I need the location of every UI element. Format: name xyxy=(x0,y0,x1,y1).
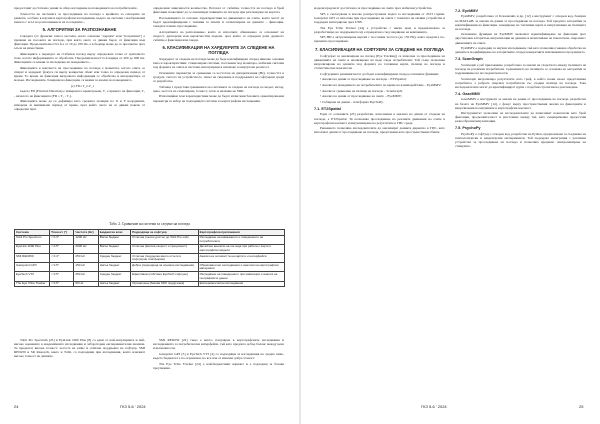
table-cell: Висок бюджет xyxy=(98,235,130,244)
table-cell: < 0.3° xyxy=(50,235,74,244)
subsection-heading: 7.3. ScanGraph xyxy=(455,56,483,61)
left-page-column-2 xyxy=(153,6,284,220)
subsection-heading: 7.4. GazeMMV xyxy=(455,91,481,96)
paragraph: Алгоритмите на разпознаване, които се използват, обикновено се основават на скорост, дисперсия или вероятностни модели, чрез които се определя дали даденото събитие е фиксация или сакада. xyxy=(153,29,284,42)
table-cell: < 0.5° xyxy=(50,263,74,272)
table-cell: Изследване на вниманието и поведението на потребителите xyxy=(198,235,284,244)
left-page-column-1 xyxy=(14,6,145,380)
paragraph: Фиксацията е периодът на стабилен поглед върху определена точка от зрителното поле, когато информацията се обработва. Продължителността ѝ варира от 200 до 600 ms. Фиксациите са важни за изследване на поведението... xyxy=(14,51,145,65)
right-page xyxy=(301,0,600,424)
page-number-left: 24 xyxy=(14,404,19,409)
table-header-cell: Бюджетен клас xyxy=(98,230,130,236)
paragraph: Основните функции на EyeMMV включват идентифициране на фиксации чрез двустепенен алгоритъм, визуализация на данните и изчисляване на показатели, свързани с движенията на очите. xyxy=(455,32,586,45)
table-cell: The Eye Tribe Tracker xyxy=(15,281,50,287)
paragraph: където FD (Fixation Duration) е измереното времетраене, T₁ е времето на фиксация, T₂ - началото на фиксацията (FD = T₂ - T₁). xyxy=(14,89,145,98)
table-cell: 1200 Hz xyxy=(74,235,98,244)
paragraph: Използвайки тези характеристики може да бъдат изчислени базовите ориентировъчни параметри за избор на подходящата система за картографски изследвания. xyxy=(153,94,284,103)
subsection-heading: 7.5. PsychoPy xyxy=(455,126,481,131)
section-heading: 6. КЛАСИФИКАЦИЯ НА ХАРДУЕРИТЕ ЗА СЛЕДЕНЕ НА ПОГЛЕДА xyxy=(162,44,275,55)
comparison-table xyxy=(14,229,285,287)
paragraph: PsychoPy е софтуер с отворен код, разработен на Python, предназначен за създаване на психологически и невронаучни експерименти. Той поддържа интеграция с различни устройства за проследяване на погледа и позволява прецизно синхронизиране на стимулите. xyxy=(455,131,586,149)
table-cell: 150 Hz xyxy=(74,263,98,272)
paragraph: Хардуерът за следене на погледа може да бъде класифициран според няколко основни типа и характеристики: стационарни системи, поставени под монитора, мобилни системи под формата на очила и системи, интегрирани в шлемове за виртуална реалност. xyxy=(153,56,284,70)
table-cell: Анализ на четимостта на картите и интерфейси xyxy=(198,254,284,263)
table-cell: 60 Hz xyxy=(74,281,98,287)
paragraph: The Eye Tribe Tracker [24] е устройство с ниска цена и предназначено за разработчици, но поддръжката му е прекратена след закриване на компанията. xyxy=(314,25,445,34)
table-row xyxy=(15,281,285,287)
table-cell: Изследване на поведението при навигация и анализ на географските данни xyxy=(198,272,284,281)
paragraph: Софтуерът за анализиране на поглед (Eye Tracking) се използва за проследяване на движенията на очите и анализиране на къде гледа потребителят. Той също позволява визуализиране на данните под формата на топлинни карти, пътища на погледа и статистически показатели. xyxy=(314,53,445,70)
bullet-item: • Анализ и сравнение на пътища на погледа – ScanGraph; xyxy=(320,88,403,93)
right-page-column-1 xyxy=(314,6,445,398)
table-caption: Табл. 2. Сравнение на системи за следене на погледа xyxy=(109,222,190,226)
table-cell: Експериментални изследвания xyxy=(198,281,284,287)
bullet-item: • Анализ на данни от проследяване на очите – EyeMMV; xyxy=(320,94,402,99)
paragraph: модели предлагат достатъчна за проследяване на очите чрез мобилни устройства. xyxy=(314,6,433,10)
table-cell: EyeTech VT3 xyxy=(15,272,50,281)
paragraph: SP3 HD е актуализирана версия с по-голяма честота (до 150 Hz), която предлага по-прецизно проследяване. xyxy=(314,35,445,44)
paragraph: Софтуерните решения могат да бъдат класифицирани според основните функции: xyxy=(320,71,439,76)
table-cell: Отлична (поддържа много отчети и софтуерни платформи) xyxy=(131,254,199,263)
table-cell: SMI RED250 xyxy=(15,254,50,263)
paragraph: Tobii Pro Spectrum [23] и EyeLink 1000 Plus [8] са едни от най-популярните и най-високо оценените в академичните изследвания и лабораторни експериментални анализи. Те предлагат висока точност, честота на запис и отлична поддръжка на софтуер. SMI RED250 и SR Research, както и Tobii, са подходящи при изследвания, които изискват висока точност на данните. xyxy=(14,338,145,359)
subsection-heading: 7.1. ET2Spatial xyxy=(314,106,341,111)
section-heading: 5. АЛГОРИТМИ ЗА РАЗПОЗНАВАНЕ xyxy=(42,26,117,32)
paragraph: EyeMMV, разработена от Krassanakis и др. [12] е инструмент с отворен код, базиран на MATLAB, за анализ на данни от проследяване на погледа. Той предлага алгоритми за идентификация на фиксации, генериране на топлинни карти и визуализация на пътищата на погледа. xyxy=(455,14,586,31)
table-row xyxy=(15,263,285,272)
left-page xyxy=(0,0,299,424)
section-heading: 7. КЛАСИФИКАЦИЯ НА СОФТУЕРИ ЗА СЛЕДЕНЕ НА ПОГЛЕДА xyxy=(315,46,444,52)
table-cell: Gazepoint GP3 xyxy=(15,263,50,272)
paragraph: Gazepoint GP3 [5] и EyeTech VT3 [4] са подходящи за изследвания на средно ниво, където бюджетът е по-ограничен, но все пак се изисква добра точност. xyxy=(153,351,284,360)
paragraph: SP3 е съгласувана и масово разпространена модел за изследвания от 2013 година. Gazepoint GP3 се използва при проследяване на очите с помощта на евтини устройства и поддържа интегриране чрез USB. xyxy=(314,11,445,24)
subsection-heading: 7.2. EyeMMV xyxy=(455,8,479,13)
journal-footer-left: ГКЗ 5-6 ' 2024 xyxy=(120,404,146,409)
paragraph: предоставят достатъчно данни за общо изследване на поведението на потребителите. xyxy=(14,6,138,10)
paragraph: Инструментът позволява на изследователите да изчисляват показатели като брой фиксации, продължителност и разстояние между тях, като същевременно предоставя разнообразни визуализации. xyxy=(455,111,586,124)
paragraph: Таблица 1 представя сравнението на системите за следене на погледа по модел, метод, цена, честота на семплиране, точност, тегло и наличие на SDK. xyxy=(153,84,284,93)
table-cell: Отлична (висока скорост и прецизност) xyxy=(131,244,199,253)
table-header-cell: Картографски приложения xyxy=(198,230,284,236)
table-cell: Висок бюджет xyxy=(98,244,130,253)
table-row xyxy=(15,254,285,263)
paragraph: ScanGraph визуализира резултатите като граф, в който всеки възел представлява потребител, а ребрата свързват потребители със сходни пътища на погледа. Така изследователите могат да идентифицират групи с подобни стратегии на разглеждане. xyxy=(455,76,586,89)
table-header-cell: Система xyxy=(15,230,50,236)
table-row xyxy=(15,244,285,253)
paragraph: Основните параметри за сравнение са честотата на дискретизация (Hz), точността в градуси, теглото на устройството, типът на свързване и поддръжката на софтуерни среди за разработка. xyxy=(153,70,284,83)
left-page-column-2-after-table xyxy=(153,338,284,384)
table-cell: Tobii Pro Spectrum xyxy=(15,235,50,244)
paragraph: Фиксацията може да се дефинира като средната позиция по X и Y координати, измерена за минимален период от време, през който окото не се движи повече от определен праг. xyxy=(14,99,145,112)
table-cell: Ограничена (базова SDK поддръжка) xyxy=(131,281,199,287)
right-page-column-2 xyxy=(455,6,586,398)
table-cell: 2000 Hz xyxy=(74,244,98,253)
table-cell: Среден бюджет xyxy=(98,254,130,263)
bullet-item: • Анализ на поведението на потребителите по време на взаимодействие – EyeMMV; xyxy=(320,82,442,87)
table-header-cell: Подходяща за софтуер xyxy=(131,230,199,236)
bullet-item: • Събиране на данни – платформа PsychoPy. xyxy=(320,99,384,104)
paragraph: EyeMMV е подходящ за научни изследвания, тъй като позволява гъвкава обработка на данните и модифициране на алгоритмите според конкретните изисквания на проучването. xyxy=(455,46,586,55)
table-cell: Детайлни анализи на погледа при работа с карти и картографски модели xyxy=(198,244,284,253)
bullet-item: • Анализ на данни от проследяване на погледа – ET2Spalial; xyxy=(320,77,407,82)
table-header-cell: Точност (°) xyxy=(50,230,74,236)
table-cell: 250 Hz xyxy=(74,272,98,281)
table-cell: Образователни изследвания и анализи на картографски материали xyxy=(198,263,284,272)
paragraph: определени зависимости количества. Потокът от събития, точността на погледа и брой фиксации позволяват да се анализират навиците на погледа при разглеждане на картата. xyxy=(153,6,284,15)
paragraph: GazeMMV е инструмент за анализ на данни от проследяване на погледа, разработен на базата на EyeMMV [14], с фокус върху пространствения анализ на фиксациите и визуализация на метриките в картографски контекст. xyxy=(455,97,586,110)
paragraph: Сакадата (от френски глагол saccader, което означава "дърпам" или "потрепвам") е промяна на посоката на погледа, при която окото се движи бързо от фиксация към фиксация. Продължителността ѝ е от 10 до 100 ms, а в бъдеще може да се пресметне чрез ъгъла на изместване. xyxy=(14,33,145,51)
table-cell: Нисък бюджет xyxy=(98,263,130,272)
table-cell: Отлична (пълен достъп до Tobii Pro Lab) xyxy=(131,235,199,244)
paragraph: Точността на системата за проследяване на погледа е крайната за сензорите на рамката, особено в научни и картографски изследвания, където на системи с изображения нашето с ъгъл на разпознаване и на последните... xyxy=(14,11,145,24)
table-row xyxy=(15,272,285,281)
table-header-cell: Честота (Hz) xyxy=(74,230,98,236)
table-cell: 250 Hz xyxy=(74,254,98,263)
table-cell: < 0.5° xyxy=(50,272,74,281)
paragraph: Фиксацията в контекста на проследяване на погледа е моментът, когато очите се спират и задържат фокуса си върху конкретен обект или точка за определен период от време. То време на фиксация визуалната информация се обработва и интерпретира от мозъка. Изследваните, базирани на фиксации, са важни за анализ на поведението. xyxy=(14,65,145,83)
paragraph: Изследванията са основно характеристики на движението на очите, които могат да бъдат идентифицирани с техники за анализ и сегментиране на данните – фиксации, сакади и плавно проследяване. xyxy=(153,15,284,28)
paragraph: The Eye Tribe Tracker [24] е най-бюджетният вариант и е подходящ за базови проучвания. xyxy=(153,361,284,370)
table-cell: Среден бюджет xyxy=(98,272,130,281)
journal-footer-right: ГКЗ 5-6 ' 2024 xyxy=(421,404,447,409)
page-number-right: 25 xyxy=(579,404,584,409)
table-cell: Ефективна (собствен EyeTech софтуер) xyxy=(131,272,199,281)
table-cell: EyeLink 1000 Plus xyxy=(15,244,50,253)
table-cell: < 0.4° xyxy=(50,254,74,263)
table-cell: < 0.5° xyxy=(50,244,74,253)
paragraph: ScanGraph е уеб приложение, разработено за анализ на сходството между пътищата на погледа на различни потребители. Сравнението на пътищата се основава на алгоритми за подравняване на последователности. xyxy=(455,62,586,76)
table-cell: Добра (подходяща за основни изследвания) xyxy=(131,263,199,272)
table-cell: Нисък бюджет xyxy=(98,281,130,287)
paragraph: SMI RED250 [22] също е много популярен в картографските изследвания и изследванията за потребителски интерфейси, тъй като предлага добър баланс между цена и възможности. xyxy=(153,338,284,351)
formula: (1) FD=T_2-T_1 xyxy=(70,83,95,88)
paragraph: Една от основните [23] разработки, използвани в анализа на данни от следене на погледа, е ET2Spatial. Тя позволява проследяване на реалните движения на очите в картографски контекст и визуализиране на резултатите в ГИС среда. xyxy=(314,112,445,125)
table-cell: < 0.5° xyxy=(50,281,74,287)
table-row xyxy=(15,235,285,244)
left-page-column-1-after-table xyxy=(14,338,145,384)
paragraph: Решението позволява изследователите да анализират данните директно в ГИС, като използват данни от проследяване на погледа, представени като пространствени обекти. xyxy=(314,126,445,135)
